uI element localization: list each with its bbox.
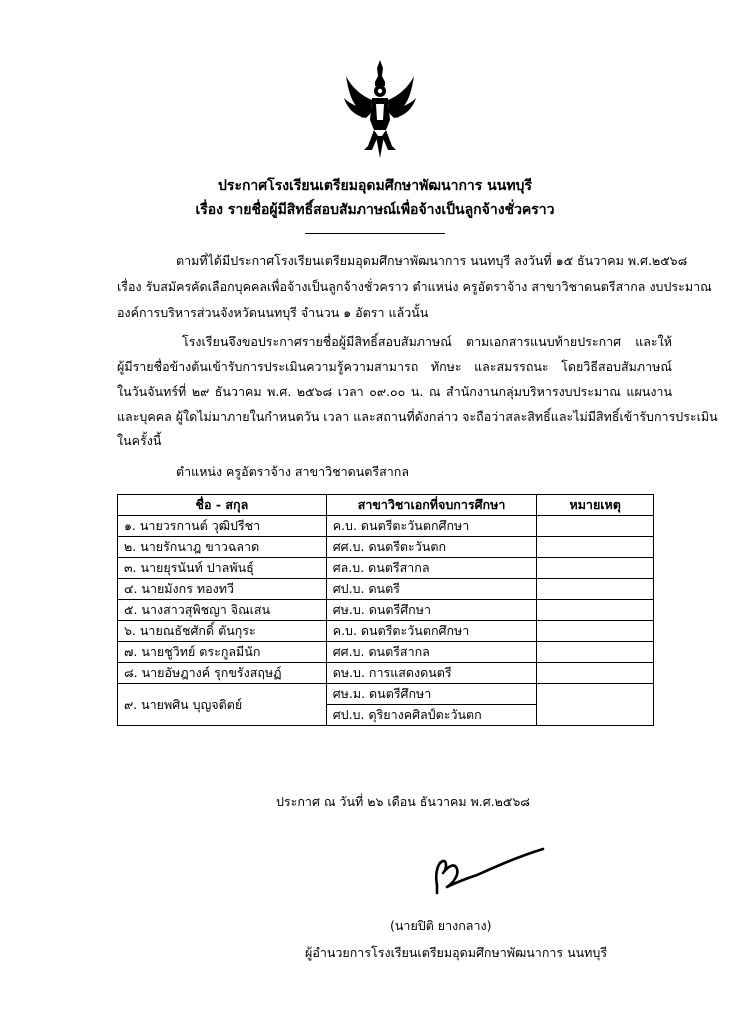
- table-row: [118, 537, 654, 558]
- candidate-note: [537, 663, 654, 684]
- candidate-major: ดษ.บ. การแสดงดนตรี: [326, 663, 537, 684]
- header-name: ชื่อ - สกุล: [118, 495, 327, 516]
- candidate-major: ศษ.บ. ดนตรีศึกษา: [326, 600, 537, 621]
- candidate-note: [537, 621, 654, 642]
- candidate-name: ๗. นายชูวิทย์ ตระกูลมีนัก: [118, 642, 327, 663]
- header-note: หมายเหตุ: [537, 495, 654, 516]
- signature-image: [425, 845, 550, 900]
- table-row: [118, 663, 654, 684]
- table-row: [118, 642, 654, 663]
- table-row: [118, 621, 654, 642]
- candidate-note: [537, 600, 654, 621]
- table-row: [118, 579, 654, 600]
- candidate-major: ศป.บ. ดนตรี: [326, 579, 537, 600]
- candidate-note: [537, 642, 654, 663]
- candidate-name: ๑. นายวรกานต์ วุฒิปรีชา: [118, 516, 327, 537]
- candidate-name: ๔. นายมังกร ทองทวี: [118, 579, 327, 600]
- candidate-major: ค.บ. ดนตรีตะวันตกศึกษา: [326, 621, 537, 642]
- candidate-major: ศศ.บ. ดนตรีสากล: [326, 642, 537, 663]
- candidate-note: [537, 684, 654, 726]
- announcement-title: ประกาศโรงเรียนเตรียมอุดมศึกษาพัฒนาการ นนทบุรี: [218, 178, 532, 194]
- paragraph2-line4: และบุคคล ผู้ใดไม่มาภายในกำหนดวัน เวลา และสถานที่ดังกล่าว จะถือว่าสละสิทธิ์และไม่มีสิทธิ์เข้ารับการประเมิน: [117, 409, 718, 424]
- table-row: [118, 516, 654, 537]
- garuda-emblem-icon: [342, 58, 418, 162]
- announcement-date: ประกาศ ณ วันที่ ๒๖ เดือน ธันวาคม พ.ศ.๒๕๖๘: [276, 794, 530, 809]
- candidate-note: [537, 579, 654, 600]
- table-row: [118, 558, 654, 579]
- paragraph2-line5: ในครั้งนี้: [117, 433, 162, 448]
- candidate-name: ๕. นางสาวสุพิชญา จิณเสน: [118, 600, 327, 621]
- candidate-major: ศษ.ม. ดนตรีศึกษา: [326, 684, 537, 705]
- position-line: ตำแหน่ง ครูอัตราจ้าง สาขาวิชาดนตรีสากล: [176, 464, 410, 479]
- header-major: สาขาวิชาเอกที่จบการศึกษา: [326, 495, 537, 516]
- table-header-row: [118, 495, 654, 516]
- paragraph1-line3: องค์การบริหารส่วนจังหวัดนนทบุรี จำนวน ๑ อัตรา แล้วนั้น: [117, 305, 429, 320]
- candidate-note: [537, 537, 654, 558]
- candidate-major: ศล.บ. ดนตรีสากล: [326, 558, 537, 579]
- title-divider: [305, 233, 445, 234]
- table-row: [118, 600, 654, 621]
- candidate-name: ๙. นายพศิน บุญจติตย์: [118, 684, 327, 726]
- paragraph1-line2: เรื่อง รับสมัครคัดเลือกบุคคลเพื่อจ้างเป็นลูกจ้างชั่วคราว ตำแหน่ง ครูอัตราจ้าง สาขาวิชาดนตรีสากล งบประมาณ: [117, 279, 712, 294]
- candidate-major: ค.บ. ดนตรีตะวันตกศึกษา: [326, 516, 537, 537]
- announcement-subject: เรื่อง รายชื่อผู้มีสิทธิ์สอบสัมภาษณ์เพื่อจ้างเป็นลูกจ้างชั่วคราว: [195, 202, 555, 218]
- candidate-name: ๓. นายยุรนันท์ ปาลพันธุ์: [118, 558, 327, 579]
- paragraph1-line1: ตามที่ได้มีประกาศโรงเรียนเตรียมอุดมศึกษาพัฒนาการ นนทบุรี ลงวันที่ ๑๕ ธันวาคม พ.ศ.๒๕๖๘: [176, 253, 688, 268]
- candidate-note: [537, 516, 654, 537]
- candidate-name: ๒. นายรักนาฎ ขาวฉลาด: [118, 537, 327, 558]
- candidate-major: ศศ.บ. ดนตรีตะวันตก: [326, 537, 537, 558]
- table-row: [118, 684, 654, 705]
- signer-name: (นายปิติ ยางกลาง): [390, 918, 492, 933]
- paragraph2-line2: ผู้มีรายชื่อข้างต้นเข้ารับการประเมินความรู้ความสามารถ ทักษะ และสมรรถนะ โดยวิธีสอบสัมภาษณ์: [117, 359, 672, 374]
- paragraph2-line3: ในวันจันทร์ที่ ๒๙ ธันวาคม พ.ศ. ๒๕๖๘ เวลา ๐๙.๐๐ น. ณ สำนักงานกลุ่มบริหารงบประมาณ แผนงาน: [117, 384, 672, 399]
- candidate-note: [537, 558, 654, 579]
- candidate-major-secondary: ศป.บ. ดุริยางคศิลป์ตะวันตก: [326, 705, 537, 726]
- paragraph2-line1: โรงเรียนจึงขอประกาศรายชื่อผู้มีสิทธิ์สอบสัมภาษณ์ ตามเอกสารแนบท้ายประกาศ และให้: [182, 334, 672, 349]
- signer-title: ผู้อำนวยการโรงเรียนเตรียมอุดมศึกษาพัฒนาการ นนทบุรี: [305, 945, 608, 960]
- candidate-table: [117, 494, 654, 726]
- candidate-name: ๖. นายณธัชศักดิ์ ตันกุระ: [118, 621, 327, 642]
- candidate-name: ๘. นายอัษฎางค์ รุกขรังสฤษฏ์: [118, 663, 327, 684]
